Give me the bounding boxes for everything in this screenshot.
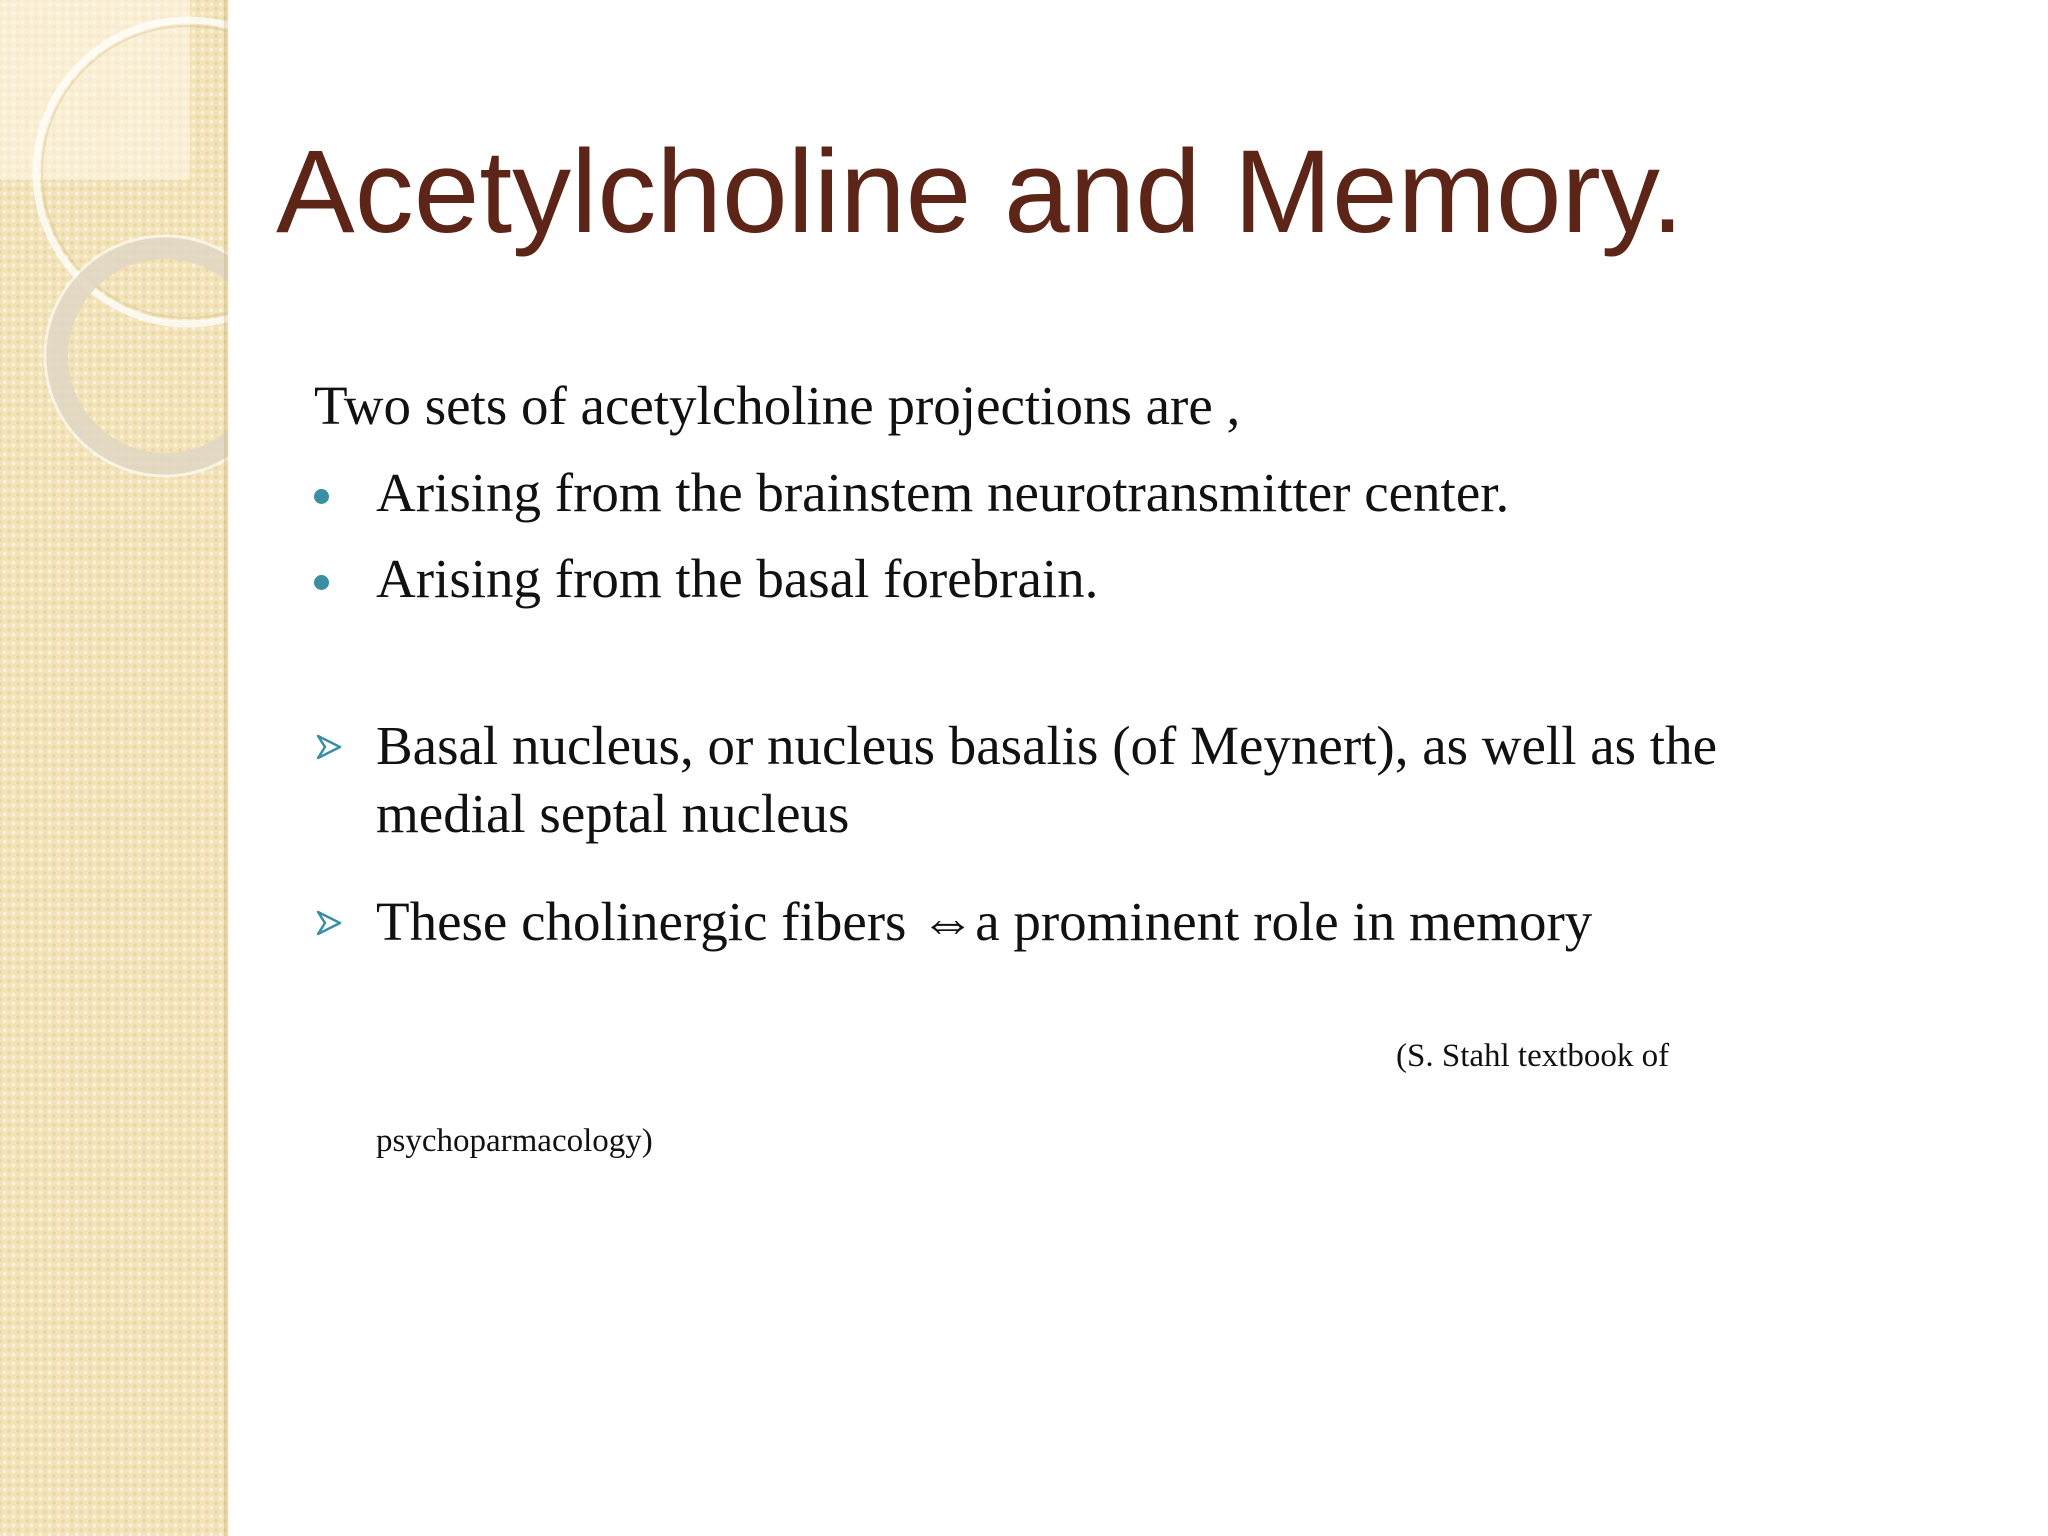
bullet-dot-icon — [314, 489, 329, 504]
arrow-item-text: These cholinergic fibers ⇔a prominent role in memory — [376, 891, 1593, 952]
side-band-edge — [224, 0, 230, 1536]
bullet-text: Arising from the brainstem neurotransmitter center. — [376, 462, 1510, 523]
citation-line-2: psychoparmacology) — [376, 1123, 653, 1159]
decorative-rings — [0, 0, 228, 520]
arrowhead-bullet-icon — [314, 732, 344, 762]
bullet-dot-icon — [314, 575, 329, 590]
bullet-text: Arising from the basal forebrain. — [376, 548, 1099, 609]
slide-title: Acetylcholine and Memory. — [276, 126, 1684, 258]
arrowhead-bullet-icon — [314, 908, 344, 938]
citation-line-1: (S. Stahl textbook of — [1396, 1038, 1670, 1074]
intro-text: Two sets of acetylcholine projections are , — [314, 375, 1241, 436]
arrow-item-text: Basal nucleus, or nucleus basalis (of Meynert), as well as the medial septal nucleus — [376, 715, 1718, 844]
